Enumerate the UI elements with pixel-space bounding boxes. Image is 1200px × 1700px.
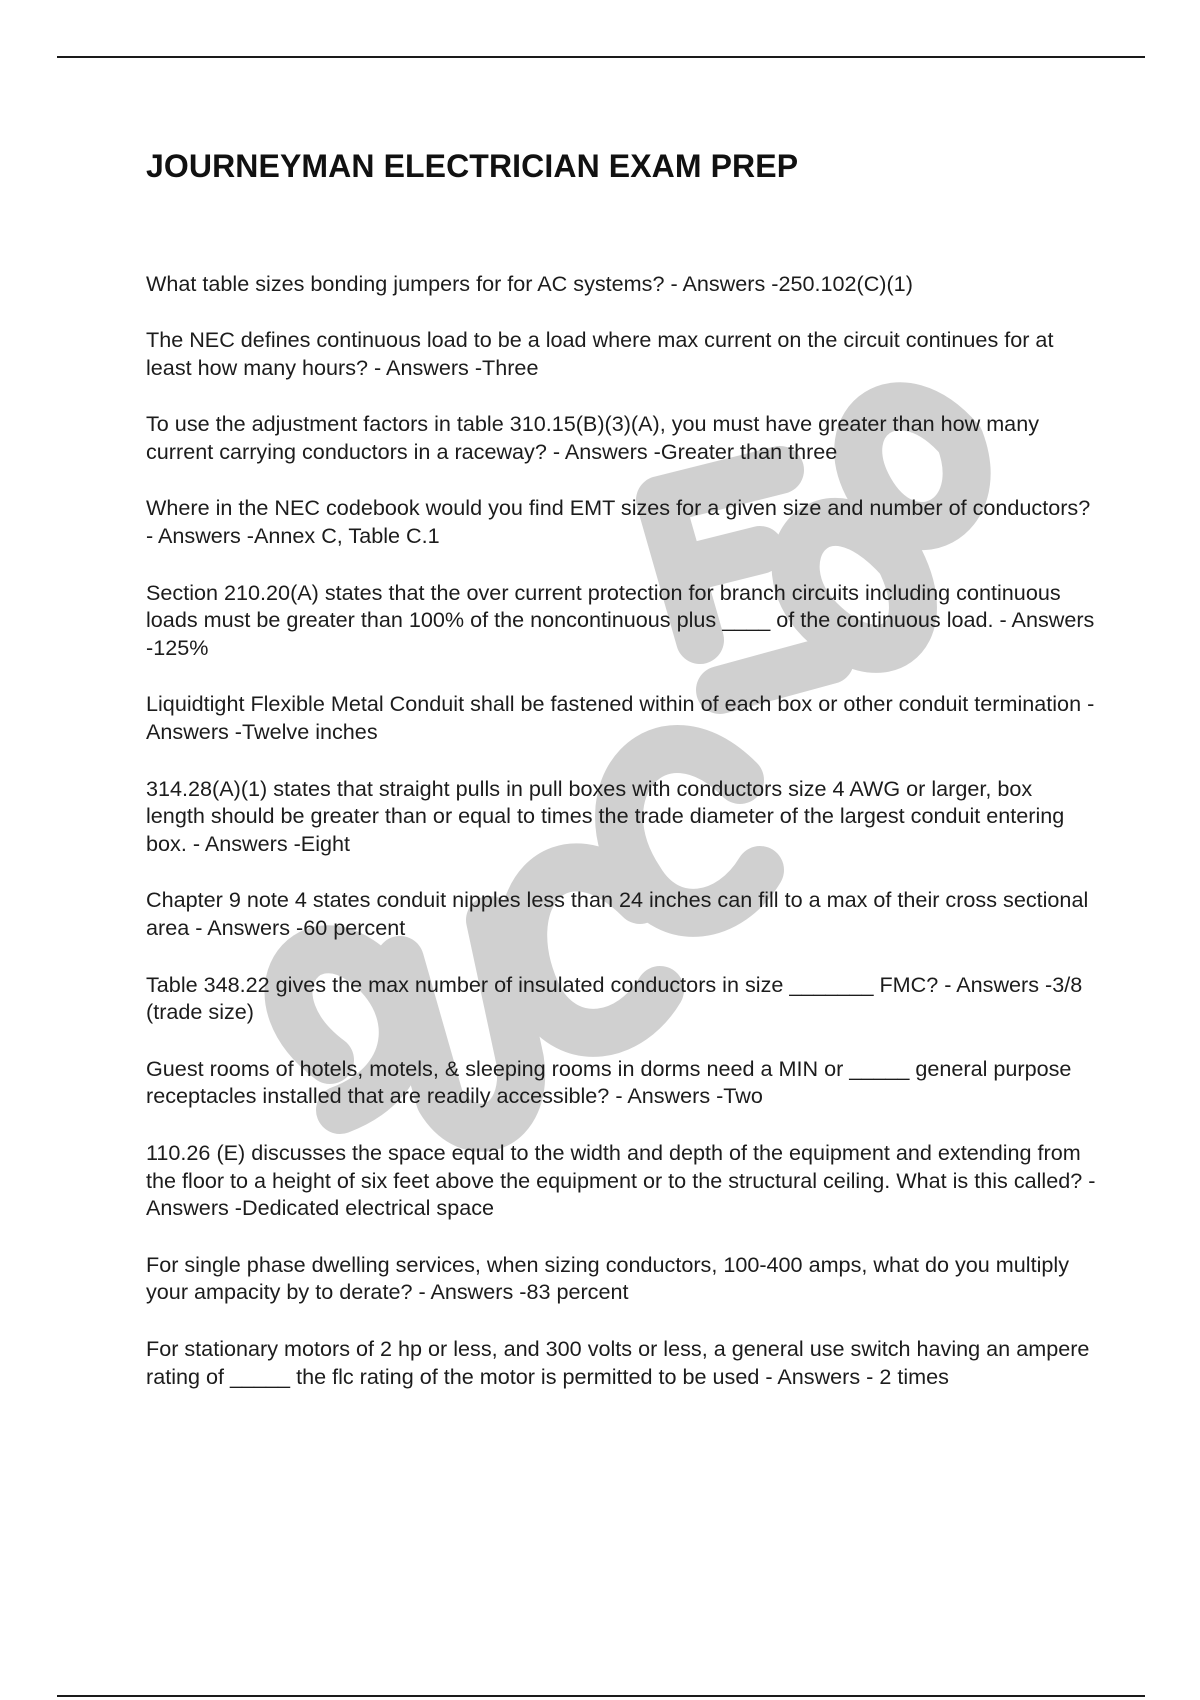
footer-rule bbox=[57, 1695, 1145, 1697]
qa-item: Section 210.20(A) states that the over current protection for branch circuits including continuous loads must be greater than 100% of the noncontinuous plus ____ of the continuous load. - Answers -125% bbox=[146, 579, 1095, 661]
qa-item: To use the adjustment factors in table 310.15(B)(3)(A), you must have greater than how many current carrying conductors in a raceway? - Answers -Greater than three bbox=[146, 411, 1039, 465]
qa-item: Where in the NEC codebook would you find EMT sizes for a given size and number of conductors? - Answers -Annex C, Table C.1 bbox=[146, 495, 1091, 549]
header-rule bbox=[57, 56, 1145, 58]
qa-item: For stationary motors of 2 hp or less, and 300 volts or less, a general use switch having an ampere rating of _____ the flc rating of the motor is permitted to be used - Answers - 2 times bbox=[146, 1335, 1090, 1389]
qa-item: Table 348.22 gives the max number of insulated conductors in size _______ FMC? - Answers -3/8 (trade size) bbox=[146, 971, 1083, 1025]
qa-item: Guest rooms of hotels, motels, & sleeping rooms in dorms need a MIN or _____ general purpose receptacles installed that are readily accessible? - Answers -Two bbox=[146, 1055, 1072, 1109]
qa-item: The NEC defines continuous load to be a load where max current on the circuit continues for at least how many hours? - Answers -Three bbox=[146, 327, 1054, 381]
qa-item: 314.28(A)(1) states that straight pulls in pull boxes with conductors size 4 AWG or larger, box length should be greater than or equal to times the trade diameter of the largest conduit entering box. - Answers -Eight bbox=[146, 775, 1065, 857]
document-body bbox=[146, 146, 1096, 1389]
qa-item: Chapter 9 note 4 states conduit nipples less than 24 inches can fill to a max of their cross sectional area - Answers -60 percent bbox=[146, 887, 1089, 941]
qa-item: 110.26 (E) discusses the space equal to the width and depth of the equipment and extending from the floor to a height of six feet above the equipment or to the structural ceiling. What is this called? - Answers -Dedicated electrical space bbox=[146, 1139, 1096, 1221]
qa-item: What table sizes bonding jumpers for for AC systems? - Answers -250.102(C)(1) bbox=[146, 271, 913, 296]
qa-list bbox=[146, 270, 1096, 1419]
document-title: JOURNEYMAN ELECTRICIAN EXAM PREP bbox=[146, 148, 799, 184]
qa-item: Liquidtight Flexible Metal Conduit shall be fastened within of each box or other conduit termination - Answers -Twelve inches bbox=[146, 691, 1095, 745]
qa-item: For single phase dwelling services, when sizing conductors, 100-400 amps, what do you multiply your ampacity by to derate? - Answers -83 percent bbox=[146, 1251, 1070, 1305]
